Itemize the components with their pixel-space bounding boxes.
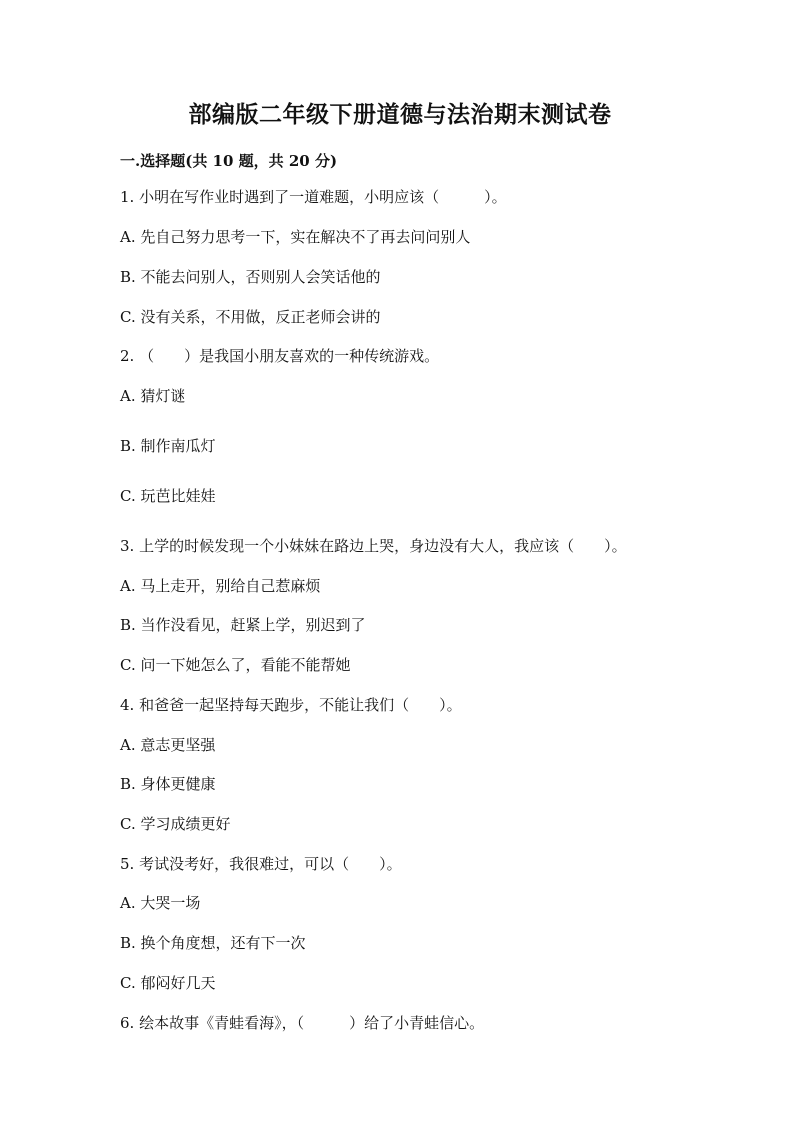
question-1-stem: 1. 小明在写作业时遇到了一道难题，小明应该（ ）。 (120, 188, 507, 206)
question-1-option-b: B. 不能去问别人，否则别人会笑话他的 (120, 268, 381, 286)
question-1-option-a: A. 先自己努力思考一下，实在解决不了再去问问别人 (120, 228, 471, 246)
question-4-option-a: A. 意志更坚强 (120, 736, 216, 754)
question-2-option-b: B. 制作南瓜灯 (120, 437, 216, 455)
question-5-stem: 5. 考试没考好，我很难过，可以（ ）。 (120, 855, 402, 873)
page-title: 部编版二年级下册道德与法治期末测试卷 (188, 101, 612, 128)
question-3-stem: 3. 上学的时候发现一个小妹妹在路边上哭，身边没有大人，我应该（ ）。 (120, 537, 627, 555)
question-2-stem: 2. （ ）是我国小朋友喜欢的一种传统游戏。 (120, 347, 440, 365)
question-5-option-b: B. 换个角度想，还有下一次 (120, 934, 306, 952)
question-5-option-a: A. 大哭一场 (120, 894, 201, 912)
question-2-option-c: C. 玩芭比娃娃 (120, 487, 216, 505)
question-2-option-a: A. 猜灯谜 (120, 387, 186, 405)
question-3-option-c: C. 问一下她怎么了，看能不能帮她 (120, 656, 351, 674)
section-heading: 一.选择题(共 10 题，共 20 分) (120, 152, 338, 170)
question-4-option-c: C. 学习成绩更好 (120, 815, 231, 833)
question-5-option-c: C. 郁闷好几天 (120, 974, 216, 992)
question-6-stem: 6. 绘本故事《青蛙看海》，（ ）给了小青蛙信心。 (120, 1014, 485, 1032)
question-4-stem: 4. 和爸爸一起坚持每天跑步，不能让我们（ ）。 (120, 696, 462, 714)
question-4-option-b: B. 身体更健康 (120, 775, 216, 793)
question-3-option-b: B. 当作没看见，赶紧上学，别迟到了 (120, 616, 366, 634)
question-3-option-a: A. 马上走开，别给自己惹麻烦 (120, 577, 321, 595)
question-1-option-c: C. 没有关系，不用做，反正老师会讲的 (120, 308, 381, 326)
